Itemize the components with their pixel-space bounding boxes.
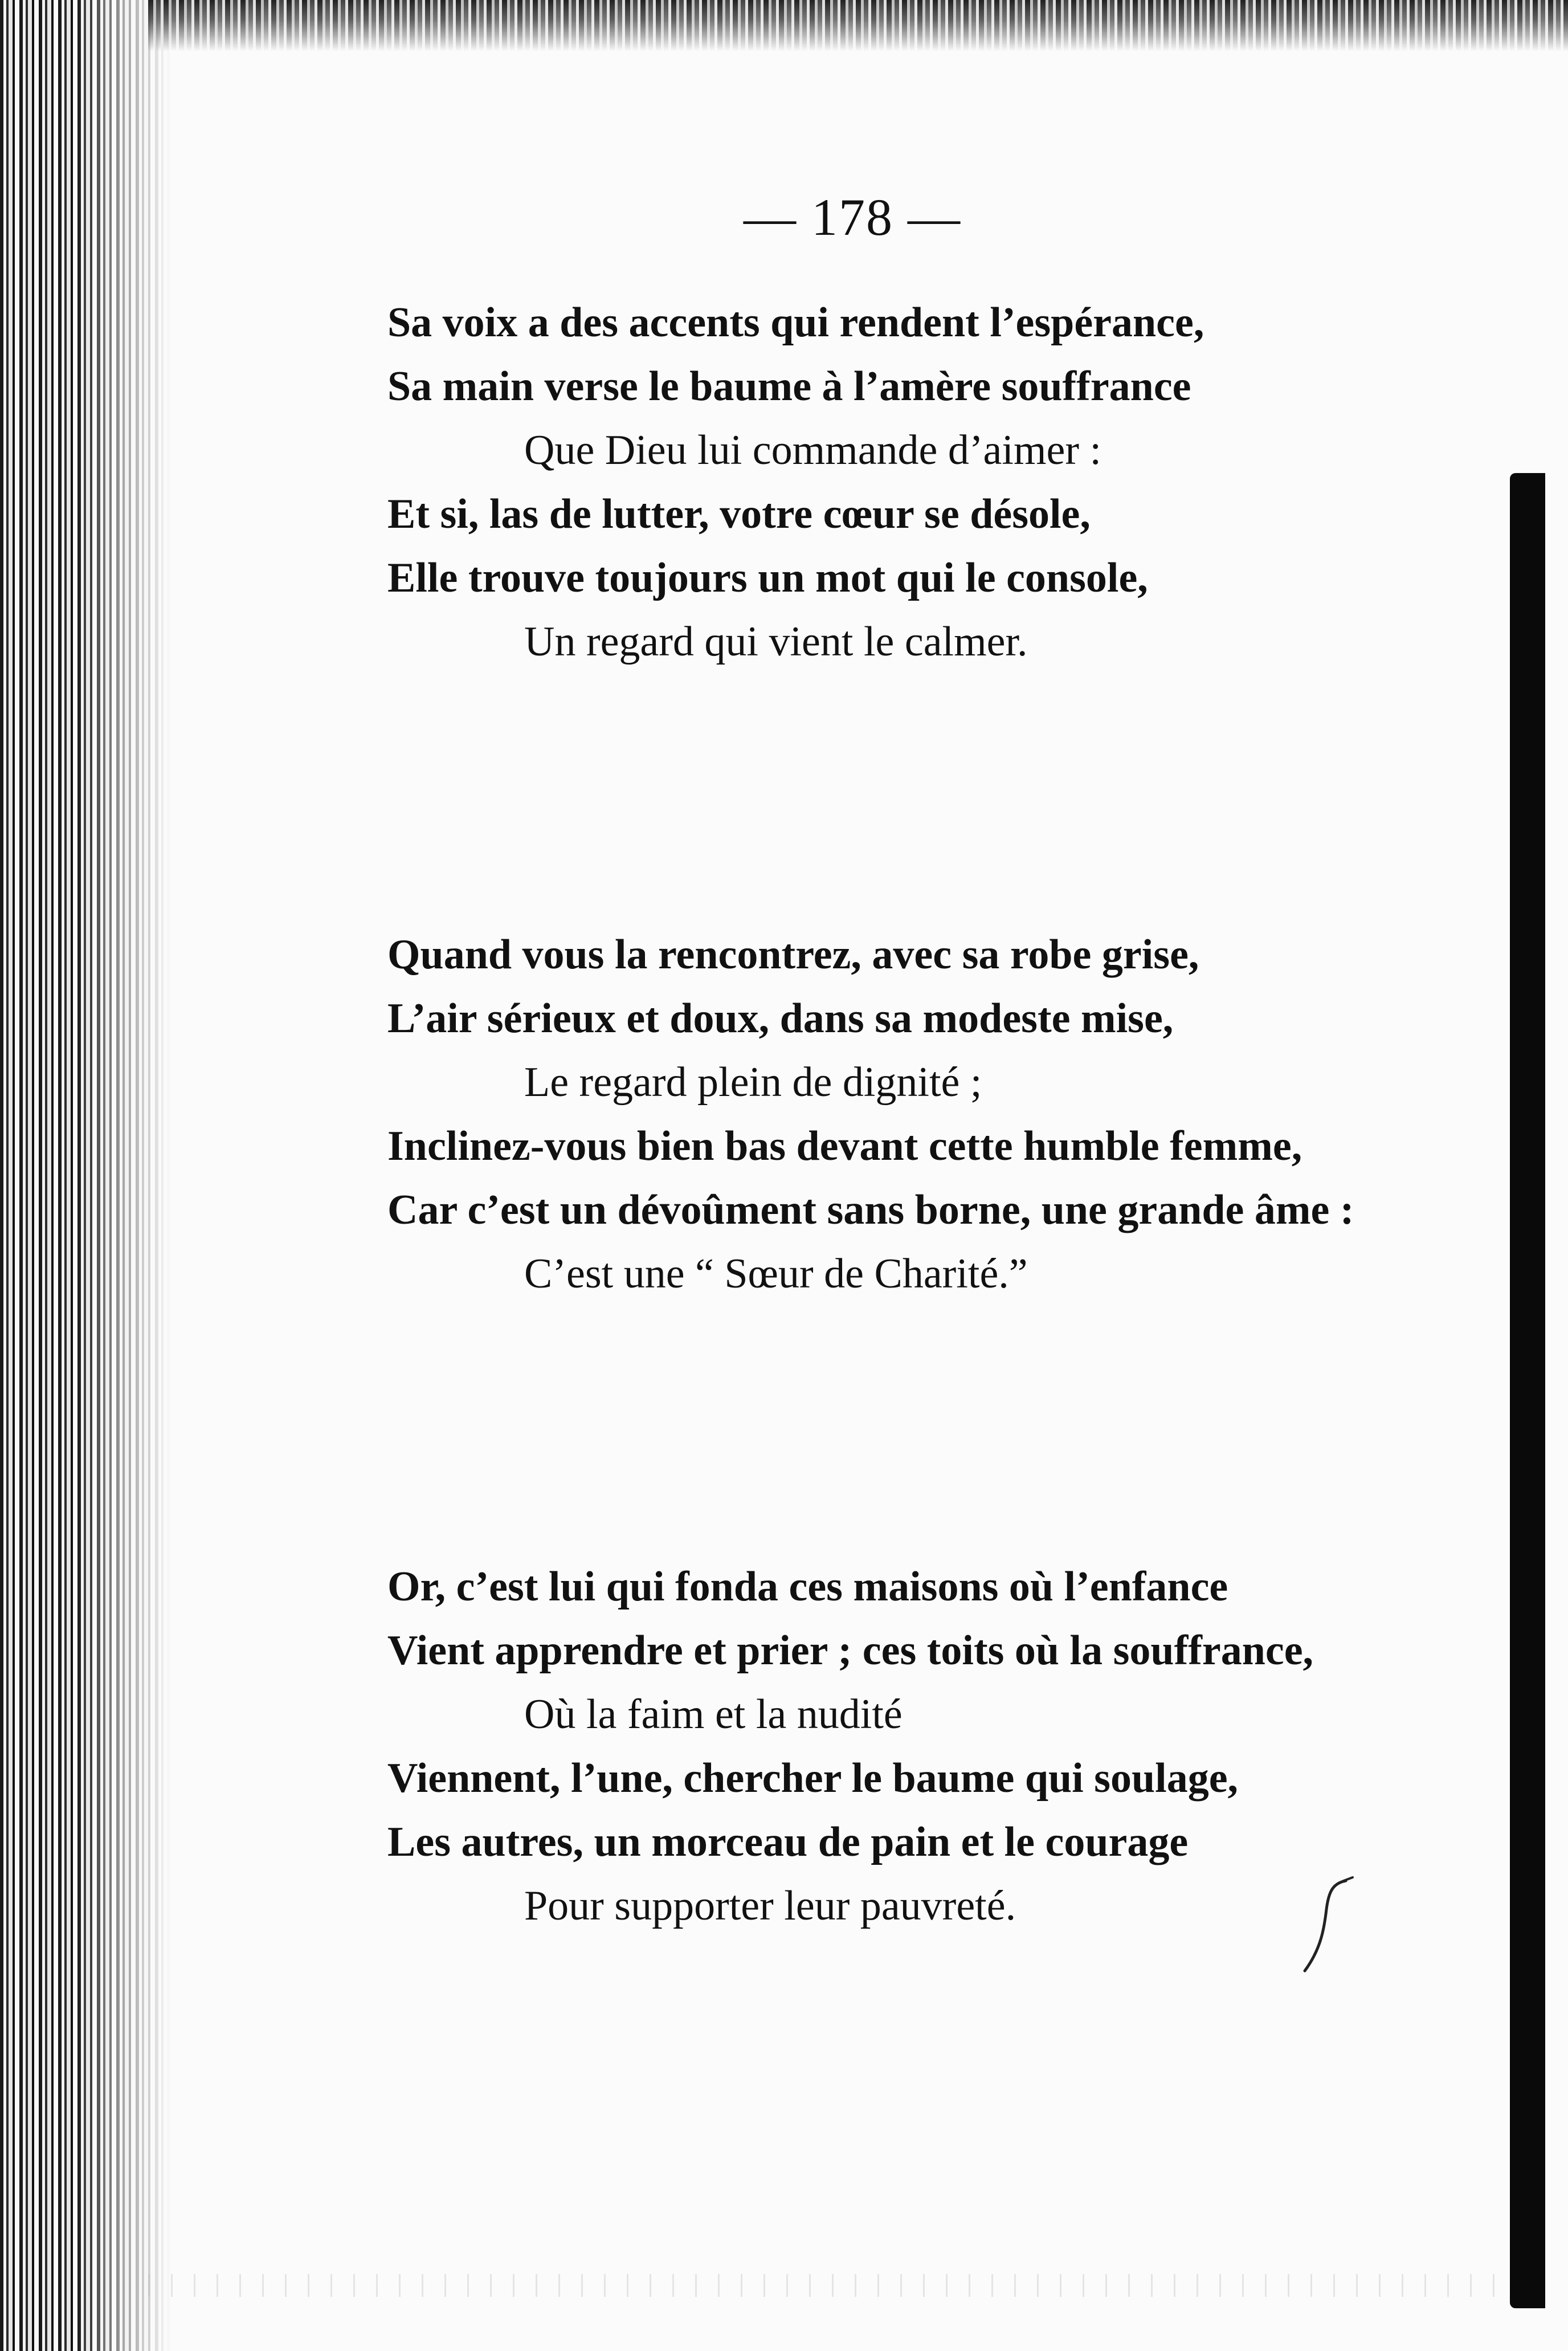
stanza-2	[387, 923, 1498, 1306]
verse-line: Où la faim et la nudité	[524, 1691, 903, 1738]
verse-line: Que Dieu lui commande d’aimer :	[524, 427, 1102, 474]
verse-line: Et si, las de lutter, votre cœur se désole,	[387, 491, 1091, 537]
verse-line: Inclinez-vous bien bas devant cette humble femme,	[387, 1123, 1302, 1170]
verse-line: Vient apprendre et prier ; ces toits où la souffrance,	[387, 1627, 1314, 1674]
page-top-edge-noise	[148, 0, 1568, 51]
verse-line: Le regard plein de dignité ;	[524, 1059, 982, 1106]
verse-line: Viennent, l’une, chercher le baume qui soulage,	[387, 1755, 1239, 1802]
verse-line: L’air sérieux et doux, dans sa modeste mise,	[387, 995, 1174, 1042]
verse-line: Car c’est un dévoûment sans borne, une grande âme :	[387, 1187, 1354, 1233]
verse-line: Quand vous la rencontrez, avec sa robe grise,	[387, 931, 1199, 978]
verse-line: Pour supporter leur pauvreté.	[524, 1883, 1016, 1929]
page-bottom-edge-noise	[148, 2274, 1516, 2297]
verse-line: Or, c’est lui qui fonda ces maisons où l’enfance	[387, 1563, 1228, 1610]
verse-line: Elle trouve toujours un mot qui le console,	[387, 555, 1148, 601]
verse-line: Sa main verse le baume à l’amère souffrance	[387, 363, 1191, 410]
verse-line: Sa voix a des accents qui rendent l’espérance,	[387, 299, 1204, 346]
page-right-edge-shadow	[1510, 473, 1545, 2308]
stanza-1	[387, 291, 1498, 674]
verse-line: C’est une “ Sœur de Charité.”	[524, 1250, 1028, 1297]
verse-line: Les autres, un morceau de pain et le courage	[387, 1819, 1189, 1865]
page-binding-shadow	[0, 0, 171, 2351]
page-number: — 178 —	[744, 188, 961, 246]
verse-line: Un regard qui vient le calmer.	[524, 618, 1028, 665]
poem	[387, 291, 1498, 1938]
pen-mark-icon	[1293, 1875, 1356, 1978]
